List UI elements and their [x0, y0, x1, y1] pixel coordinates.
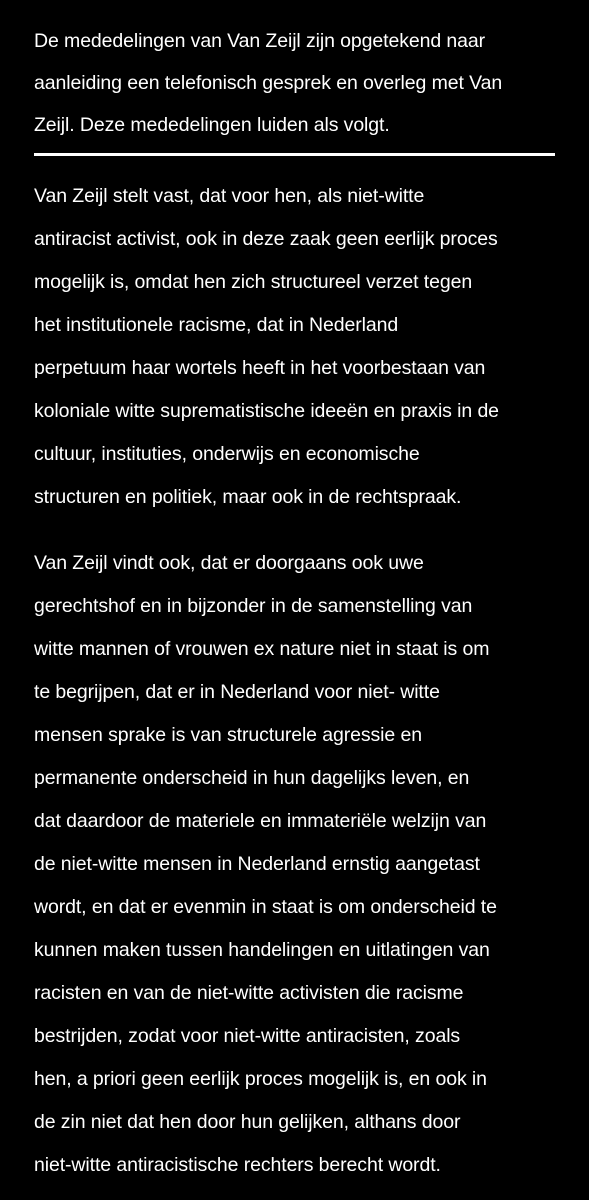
- paragraph-2-line: mensen sprake is van structurele agressie en: [34, 724, 422, 746]
- paragraph-2-line: de zin niet dat hen door hun gelijken, althans door: [34, 1111, 461, 1133]
- horizontal-divider: [34, 153, 555, 156]
- paragraph-2-line: dat daardoor de materiele en immateriële welzijn van: [34, 810, 487, 832]
- paragraph-2-line: niet-witte antiracistische rechters berecht wordt.: [34, 1154, 441, 1176]
- paragraph-2-line: racisten en van de niet-witte activisten die racisme: [34, 982, 464, 1004]
- paragraph-1-line: antiracist activist, ook in deze zaak geen eerlijk proces: [34, 228, 498, 250]
- paragraph-1-line: cultuur, instituties, onderwijs en economische: [34, 443, 420, 465]
- paragraph-1-line: koloniale witte suprematistische ideeën en praxis in de: [34, 400, 499, 422]
- paragraph-1-line: mogelijk is, omdat hen zich structureel verzet tegen: [34, 271, 473, 293]
- paragraph-2-line: hen, a priori geen eerlijk proces mogelijk is, en ook in: [34, 1068, 487, 1090]
- intro-line: Zeijl. Deze mededelingen luiden als volgt.: [34, 114, 390, 136]
- paragraph-2-line: gerechtshof en in bijzonder in de samenstelling van: [34, 595, 473, 617]
- paragraph-1-line: Van Zeijl stelt vast, dat voor hen, als niet-witte: [34, 185, 425, 207]
- paragraph-2-line: Van Zeijl vindt ook, dat er doorgaans ook uwe: [34, 552, 424, 574]
- paragraph-2-line: te begrijpen, dat er in Nederland voor niet- witte: [34, 681, 440, 703]
- paragraph-2-line: bestrijden, zodat voor niet-witte antiracisten, zoals: [34, 1025, 461, 1047]
- intro-line: De mededelingen van Van Zeijl zijn opgetekend naar: [34, 30, 486, 52]
- paragraph-2-line: de niet-witte mensen in Nederland ernstig aangetast: [34, 853, 480, 875]
- paragraph-1-line: het institutionele racisme, dat in Nederland: [34, 314, 399, 336]
- paragraph-2-line: wordt, en dat er evenmin in staat is om onderscheid te: [34, 896, 497, 918]
- paragraph-2-line: witte mannen of vrouwen ex nature niet in staat is om: [34, 638, 490, 660]
- paragraph-2-line: permanente onderscheid in hun dagelijks leven, en: [34, 767, 470, 789]
- paragraph-1-line: structuren en politiek, maar ook in de rechtspraak.: [34, 486, 462, 508]
- paragraph-1-line: perpetuum haar wortels heeft in het voorbestaan van: [34, 357, 486, 379]
- intro-line: aanleiding een telefonisch gesprek en overleg met Van: [34, 72, 503, 94]
- paragraph-2-line: kunnen maken tussen handelingen en uitlatingen van: [34, 939, 490, 961]
